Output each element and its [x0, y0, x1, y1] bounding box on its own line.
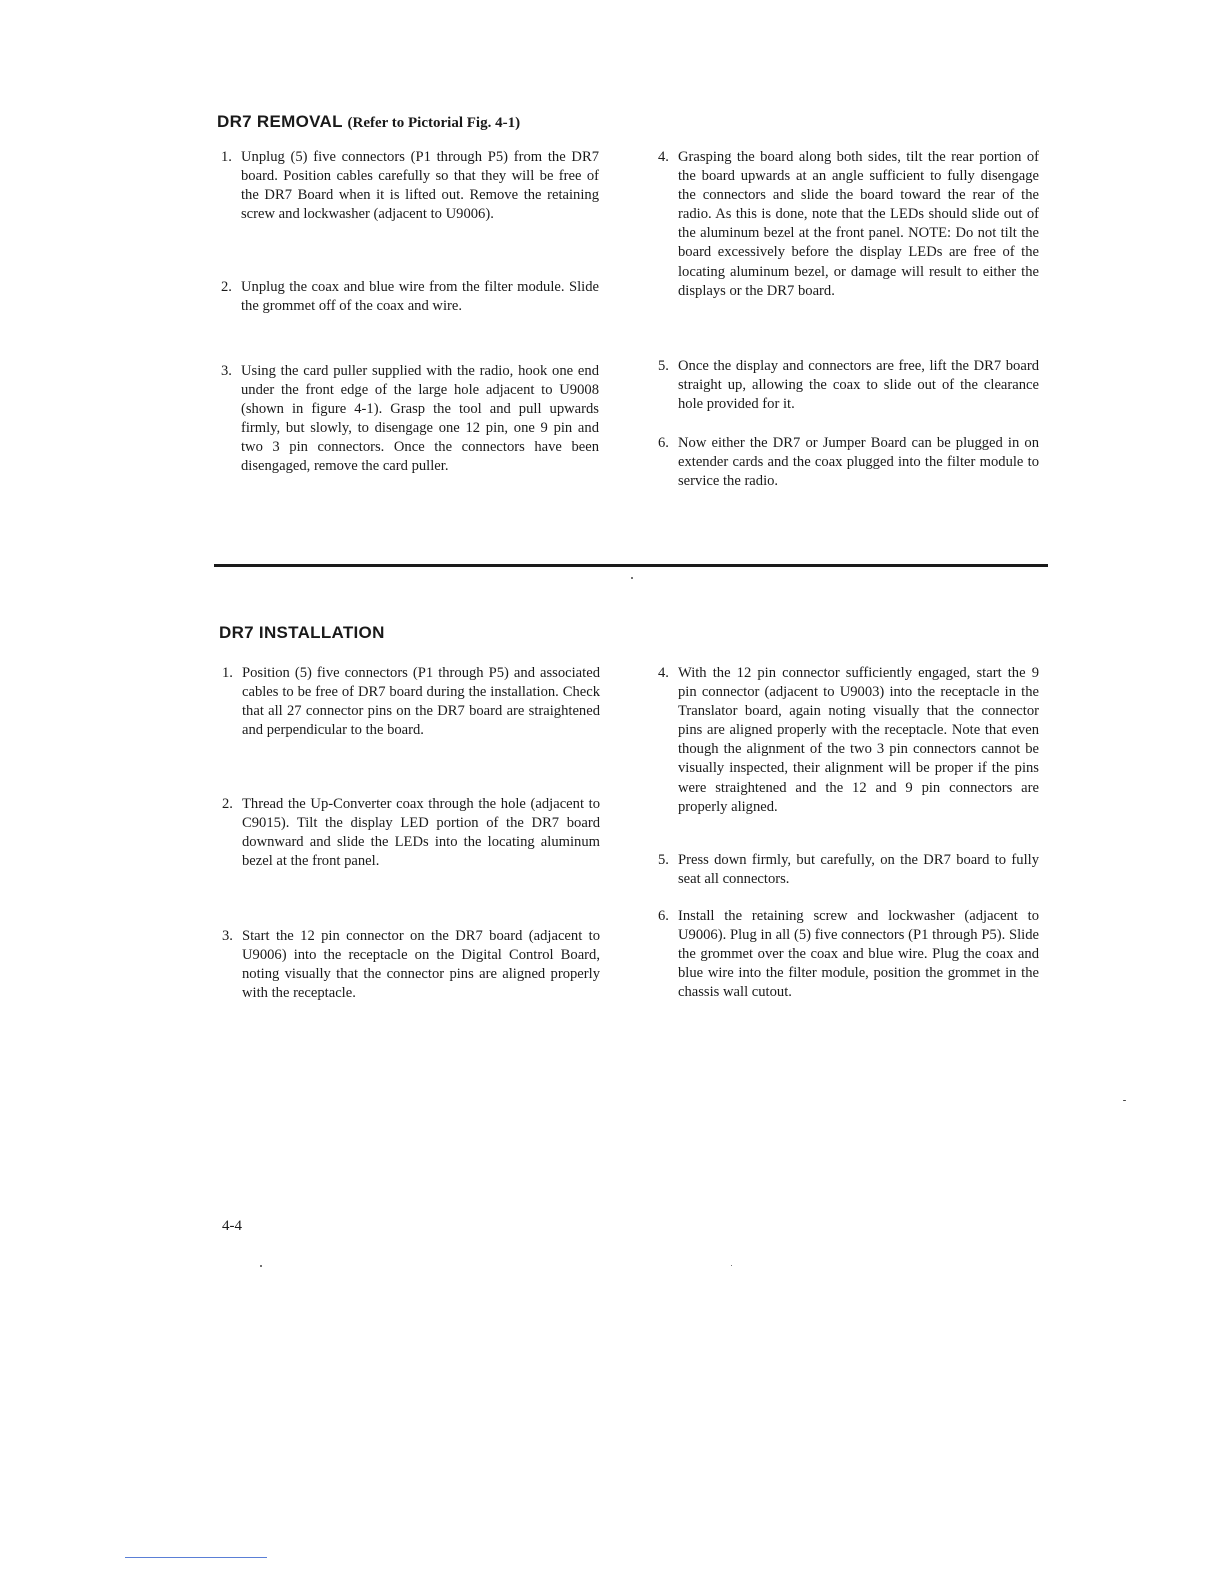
- installation-step-6: 6. Install the retaining screw and lockwasher (adjacent to U9006). Plug in all (5) five connectors (P1 through P5). Slide the grommet over the coax and blue wire. Plug the coax and blue wire into the filter module, position the grommet in the chassis wall cutout.: [658, 908, 1039, 1001]
- section-divider: [214, 564, 1048, 567]
- installation-step-5: 5. Press down firmly, but carefully, on the DR7 board to fully seat all connectors.: [658, 852, 1039, 888]
- installation-step-3: 3. Start the 12 pin connector on the DR7 board (adjacent to U9006) into the receptacle on the Digital Control Board, noting visually that the connector pins are aligned properly with the receptacle.: [222, 928, 600, 1002]
- removal-step-5: 5. Once the display and connectors are free, lift the DR7 board straight up, allowing the coax to slide out of the clearance hole provided for it.: [658, 358, 1039, 413]
- removal-step-4: 4. Grasping the board along both sides, tilt the rear portion of the board upwards at an angle sufficient to fully disengage the connectors and slide the board toward the rear of the radio. As this is done, note that the LEDs should slide out of the aluminum bezel at the front panel. NOTE: Do not tilt the board excessively before the display LEDs are free of the locating aluminum bezel, or damage will result to either the displays or the DR7 board.: [658, 149, 1039, 299]
- removal-heading: [217, 112, 520, 132]
- page-number: 4-4: [222, 1218, 242, 1234]
- removal-step-6: 6. Now either the DR7 or Jumper Board can be plugged in on extender cards and the coax plugged into the filter module to service the radio.: [658, 435, 1039, 490]
- viewer-link-underline: [125, 1557, 267, 1558]
- removal-step-1: 1. Unplug (5) five connectors (P1 through P5) from the DR7 board. Position cables carefully so that they will be free of the DR7 Board when it is lifted out. Remove the retaining screw and lockwasher (adjacent to U9006).: [221, 149, 599, 223]
- scan-speck: [260, 1265, 262, 1267]
- installation-step-4: 4. With the 12 pin connector sufficiently engaged, start the 9 pin connector (adjacent to U9003) into the receptacle in the Translator board, again noting visually that the connector pins are aligned properly with the receptacle. Note that even though the alignment of the two 3 pin connectors cannot be visually inspected, their alignment will be proper if the pins were straightened and the 12 and 9 pin connectors are properly aligned.: [658, 665, 1039, 815]
- removal-reference: (Refer to Pictorial Fig. 4-1): [347, 115, 521, 131]
- installation-step-2: 2. Thread the Up-Converter coax through the hole (adjacent to C9015). Tilt the display LED portion of the DR7 board downward and slide the LEDs into the locating aluminum bezel at the front panel.: [222, 796, 600, 870]
- removal-step-3: 3. Using the card puller supplied with the radio, hook one end under the front edge of the large hole adjacent to U9008 (shown in figure 4-1). Grasp the tool and pull upwards firmly, but slowly, to disengage one 12 pin, one 9 pin and two 3 pin connectors. Once the connectors have been disengaged, remove the card puller.: [221, 363, 599, 475]
- scan-speck: [731, 1265, 732, 1266]
- removal-title: DR7 REMOVAL: [217, 112, 343, 131]
- installation-heading: [219, 623, 385, 643]
- installation-step-1: 1. Position (5) five connectors (P1 through P5) and associated cables to be free of DR7 board during the installation. Check that all 27 connector pins on the DR7 board are straightened and perpendicular to the board.: [222, 665, 600, 739]
- removal-step-2: 2. Unplug the coax and blue wire from the filter module. Slide the grommet off of the coax and wire.: [221, 279, 599, 315]
- scan-speck: [631, 577, 633, 579]
- installation-title: DR7 INSTALLATION: [219, 623, 385, 642]
- scan-speck: [1123, 1100, 1126, 1101]
